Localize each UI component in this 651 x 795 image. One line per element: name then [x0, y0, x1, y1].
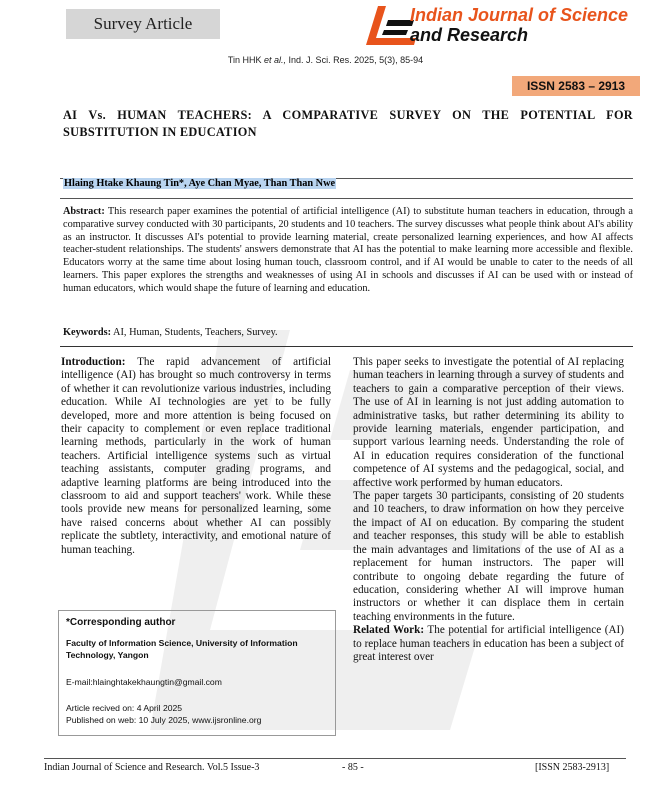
footer-journal: Indian Journal of Science and Research. Vol.5 Issue-3 [44, 762, 260, 773]
issn-badge: ISSN 2583 – 2913 [512, 76, 640, 96]
footer-divider [44, 758, 626, 759]
introduction-section [61, 356, 331, 557]
abstract-text: This research paper examines the potential of artificial intelligence (AI) to substitute human teachers in education, through a comparative survey conducted with 30 participants, 20 students and 10 teachers. The survey discusses what people think about AI's ability as an instructor. It discusses AI's potential to provide learning material, create personalized learning experiences, and how AI affects teacher-student relationships. The students' answers demonstrate that AI has the potential to make learning more accessible and flexible. Educators worry at the same time about losing human touch, classroom control, and if AI would be unable to cater to the needs of all learners. This paper explores the strengths and weaknesses of using AI in schools and discusses if AI can be used with or instead of human educators, which would shape the future of learning and education. [63, 206, 633, 294]
related-work-heading: Related Work: [353, 624, 425, 637]
page-number: - 85 - [342, 762, 364, 773]
citation-line: Tin HHK et al., Ind. J. Sci. Res. 2025, 5(3), 85-94 [227, 55, 424, 65]
corresponding-author-title: *Corresponding author [66, 617, 176, 628]
paper-title: AI Vs. HUMAN TEACHERS: A COMPARATIVE SURVEY ON THE POTENTIAL FOR SUBSTITUTION IN EDUCATION [63, 108, 633, 139]
divider [60, 346, 633, 347]
author-affiliation: Faculty of Information Science, University of Information Technology, Yangon [66, 638, 298, 660]
keywords-label: Keywords: [63, 327, 112, 338]
journal-name-line1: Indian Journal of Science [410, 5, 629, 25]
divider [60, 198, 633, 199]
body-paragraph: This paper seeks to investigate the potential of AI replacing human teachers in learning through a survey of students and teachers to gain a comparative perception of their views. The use of AI in learning is not just adding automation to administrative tasks, but rather determining its ability to provide learning materials, engender participation, and support various learning needs. Understanding the role of AI in education requires consideration of the functional competence of AI systems and the pedagogical, social, and affective work performed by human educators. [353, 356, 624, 489]
abstract [63, 206, 633, 296]
introduction-text: The rapid advancement of artificial intelligence (AI) has brought so much controversy in terms of whether it can revolutionize various industries, including education. While AI technologies are yet to be fully developed, more and more attention is being focused on their capacity to complement or even replace traditional learning methods, particularly in the work of human teachers. Artificial intelligence systems such as virtual teaching assistants, computer grading programs, and adaptive learning platforms are being introduced into the classroom to aid and support teachers' work. While these tools provide new means for personalized learning, some have raised concerns about whether AI can possibly replicate the subtlety, interactivity, and emotional nature of human teaching. [61, 356, 331, 556]
author-list: Hlaing Htake Khaung Tin*, Aye Chan Myae, Than Than Nwe [64, 178, 336, 189]
right-column [353, 356, 624, 664]
article-type-badge: Survey Article [66, 9, 220, 39]
published-date: Published on web: 10 July 2025, www.ijsronline.org [66, 715, 262, 725]
keywords-text: AI, Human, Students, Teachers, Survey. [111, 327, 278, 338]
introduction-heading: Introduction: [61, 356, 126, 368]
related-work-section [353, 624, 624, 664]
body-paragraph: The paper targets 30 participants, consisting of 20 students and 10 teachers, to draw information on how they perceive the impact of AI on education. By comparing the student and teacher responses, this study will be able to establish the main advantages and limitations of the use of AI as a replacement for human instructors. The paper will contribute to ongoing debate regarding the future of education, considering whether AI will improve human instructors or whether it can displace them in certain teaching environments in the future. [353, 490, 624, 623]
footer-issn: [ISSN 2583-2913] [535, 762, 610, 773]
journal-name-line2: and Research [410, 25, 529, 45]
author-email: E-mail:hlainghtakekhaungtin@gmail.com [66, 677, 222, 687]
corresponding-author-box [58, 610, 336, 736]
received-date: Article recived on: 4 April 2025 [66, 703, 183, 713]
abstract-label: Abstract: [63, 206, 105, 217]
related-work-text: The potential for artificial intelligence (AI) to replace human teachers in education has been a subject of great interest over [353, 624, 624, 663]
keywords [63, 327, 278, 338]
